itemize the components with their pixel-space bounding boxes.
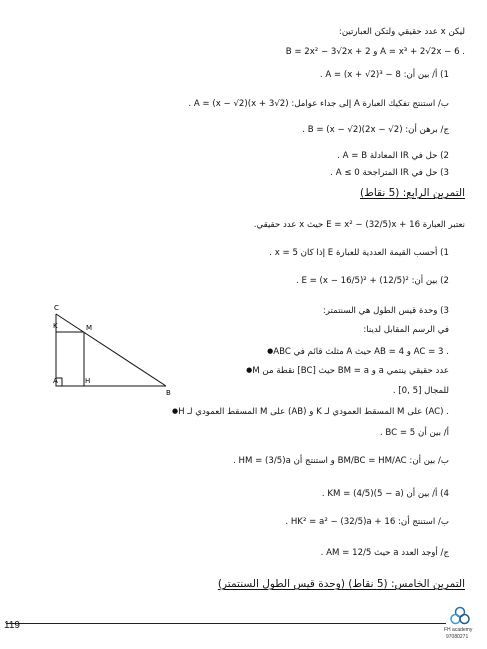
triangle-figure (42, 302, 182, 397)
ex3-q1: 1) أ/ بين أن: A = (x + √2)³ − 8 . (319, 70, 449, 80)
ex4-given-3: ● H المسقط العمودي لـ M على (AB) و K المسقط العمودي لـ M على (AC) . (166, 407, 449, 418)
ex4-q4b: ب/ استنتج أن: HK² = a² − (32/5)a + 16 . (285, 517, 449, 527)
ex3-q2: 2) حل في IR المعادلة A = B . (337, 151, 449, 161)
ex4-given-2-cont: للمجال [5 ,0] . (392, 386, 449, 396)
ex3-q1c: ج/ برهن أن: B = (x − √2)(2x − √2) . (302, 125, 449, 135)
ex4-q1: 1) أحسب القيمة العددية للعبارة E إذا كان x = 5 . (269, 248, 449, 258)
ex4-q4c: ج/ أوجد العدد a حيث AM = 12/5 . (320, 548, 449, 558)
label-a: A (53, 377, 58, 385)
label-b: B (166, 389, 171, 397)
ex4-part-a: أ/ بين أن BC = 5 . (379, 428, 449, 438)
ex4-q4: 4) أ/ بين أن KM = (4/5)(5 − a) . (321, 489, 449, 499)
academy-logo-icon (448, 606, 472, 626)
ex3-q3: 3) حل في IR المتراجحة A ≤ 0 . (330, 168, 449, 178)
ex4-q3: 3) وحدة قيس الطول هي السنتمتر: (322, 306, 449, 316)
ex3-definition: B = 2x² − 3√2x + 2 و A = x³ + 2√2x − 6 . (285, 47, 465, 57)
ex3-intro: ليكن x عدد حقيقي ولتكن العبارتين: (338, 27, 465, 37)
ex5-title: التمرين الخامس: (5 نقاط) (وحدة قيس الطول السنتمتر) (217, 578, 465, 590)
label-c: C (54, 304, 59, 312)
footer-rule (6, 623, 446, 624)
label-k: K (53, 322, 58, 330)
page-number: 119 (4, 620, 20, 631)
logo-text: FH academy (444, 627, 473, 633)
ex4-given-2: ● M نقطة من [BC] حيث BM = a و a عدد حقيقي ينتمي (240, 366, 449, 377)
ex4-figure-intro: في الرسم المقابل لدينا: (363, 325, 449, 335)
ex4-given-1: ● ABC مثلث قائم في A حيث AB = 4 و AC = 3 . (261, 347, 449, 358)
ex3-q1b: ب/ استنتج تفكيك العبارة A إلى جداء عوامل: A = (x − √2)(x + 3√2) . (188, 99, 449, 109)
label-m: M (86, 324, 93, 332)
ex4-q2: 2) بين أن: E = (x − 16/5)² + (12/5)² . (295, 276, 449, 286)
label-h: H (85, 377, 91, 385)
logo-phone: 97080271 (446, 634, 469, 640)
ex4-intro: نعتبر العبارة E = x² − (32/5)x + 16 حيث x عدد حقيقي. (253, 220, 465, 230)
ex4-part-b: ب/ بين أن: BM/BC = HM/AC و استنتج أن HM = (3/5)a . (233, 456, 449, 466)
ex4-title: التمرين الرابع: (5 نقاط) (360, 187, 465, 199)
